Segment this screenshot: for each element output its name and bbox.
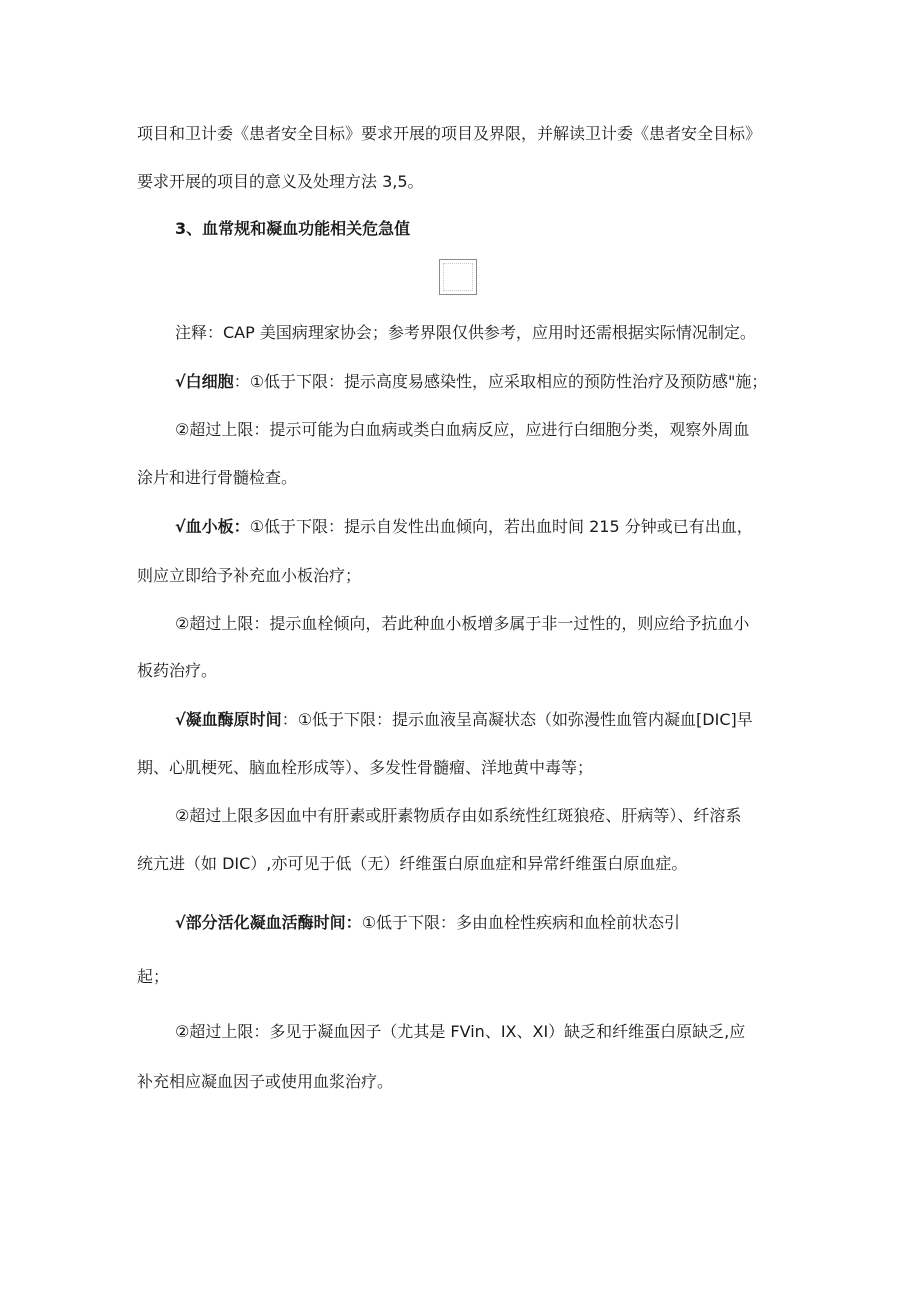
aptt-line-3: ②超过上限：多见于凝血因子（尤其是 FVin、IX、XI）缺乏和纤维蛋白原缺乏,应 [175,1022,746,1041]
aptt-line-2: 起； [137,967,170,986]
aptt-line-4: 补充相应凝血因子或使用血浆治疗。 [137,1072,394,1091]
platelet-line-2: 则应立即给予补充血小板治疗； [137,566,362,585]
intro-line-1: 项目和卫计委《患者安全目标》要求开展的项目及界限，并解读卫计委《患者安全目标》 [137,124,762,143]
pt-title: √凝血酶原时间 [175,710,282,729]
intro-line-2: 要求开展的项目的意义及处理方法 3,5。 [137,172,424,191]
platelet-line-4: 板药治疗。 [137,661,218,680]
broken-image-icon [439,259,477,295]
pt-line-1 [175,709,753,731]
aptt-line-1-text: ①低于下限：多由血栓性疾病和血栓前状态引 [361,913,681,932]
aptt-line-1 [175,912,680,934]
platelet-line-1 [175,516,753,538]
wbc-line-1-text: ：①低于下限：提示高度易感染性，应采取相应的预防性治疗及预防感"施； [233,372,768,391]
platelet-title: √血小板： [175,517,250,536]
wbc-title: √白细胞 [175,372,234,391]
section-heading: 3、血常规和凝血功能相关危急值 [175,219,411,238]
pt-line-2: 期、心肌梗死、脑血栓形成等）、多发性骨髓瘤、洋地黄中毒等； [137,758,594,777]
wbc-line-2: ②超过上限：提示可能为白血病或类白血病反应，应进行白细胞分类，观察外周血 [175,420,750,439]
pt-line-3: ②超过上限多因血中有肝素或肝素物质存由如系统性红斑狼疮、肝病等）、纤溶系 [175,806,742,825]
note-text: 注释：CAP 美国病理家协会；参考界限仅供参考，应用时还需根据实际情况制定。 [175,323,756,342]
wbc-line-3: 涂片和进行骨髓检查。 [137,468,298,487]
platelet-line-1-text: ①低于下限：提示自发性出血倾向，若出血时间 215 分钟或已有出血， [249,517,753,536]
platelet-line-3: ②超过上限：提示血栓倾向，若此种血小板增多属于非一过性的，则应给予抗血小 [175,614,750,633]
wbc-line-1 [175,371,767,393]
pt-line-4: 统亢进（如 DIC）,亦可见于低（无）纤维蛋白原血症和异常纤维蛋白原血症。 [137,854,688,873]
pt-line-1-text: ：①低于下限：提示血液呈高凝状态（如弥漫性血管内凝血[DIC]早 [281,710,753,729]
aptt-title: √部分活化凝血活酶时间： [175,913,362,932]
